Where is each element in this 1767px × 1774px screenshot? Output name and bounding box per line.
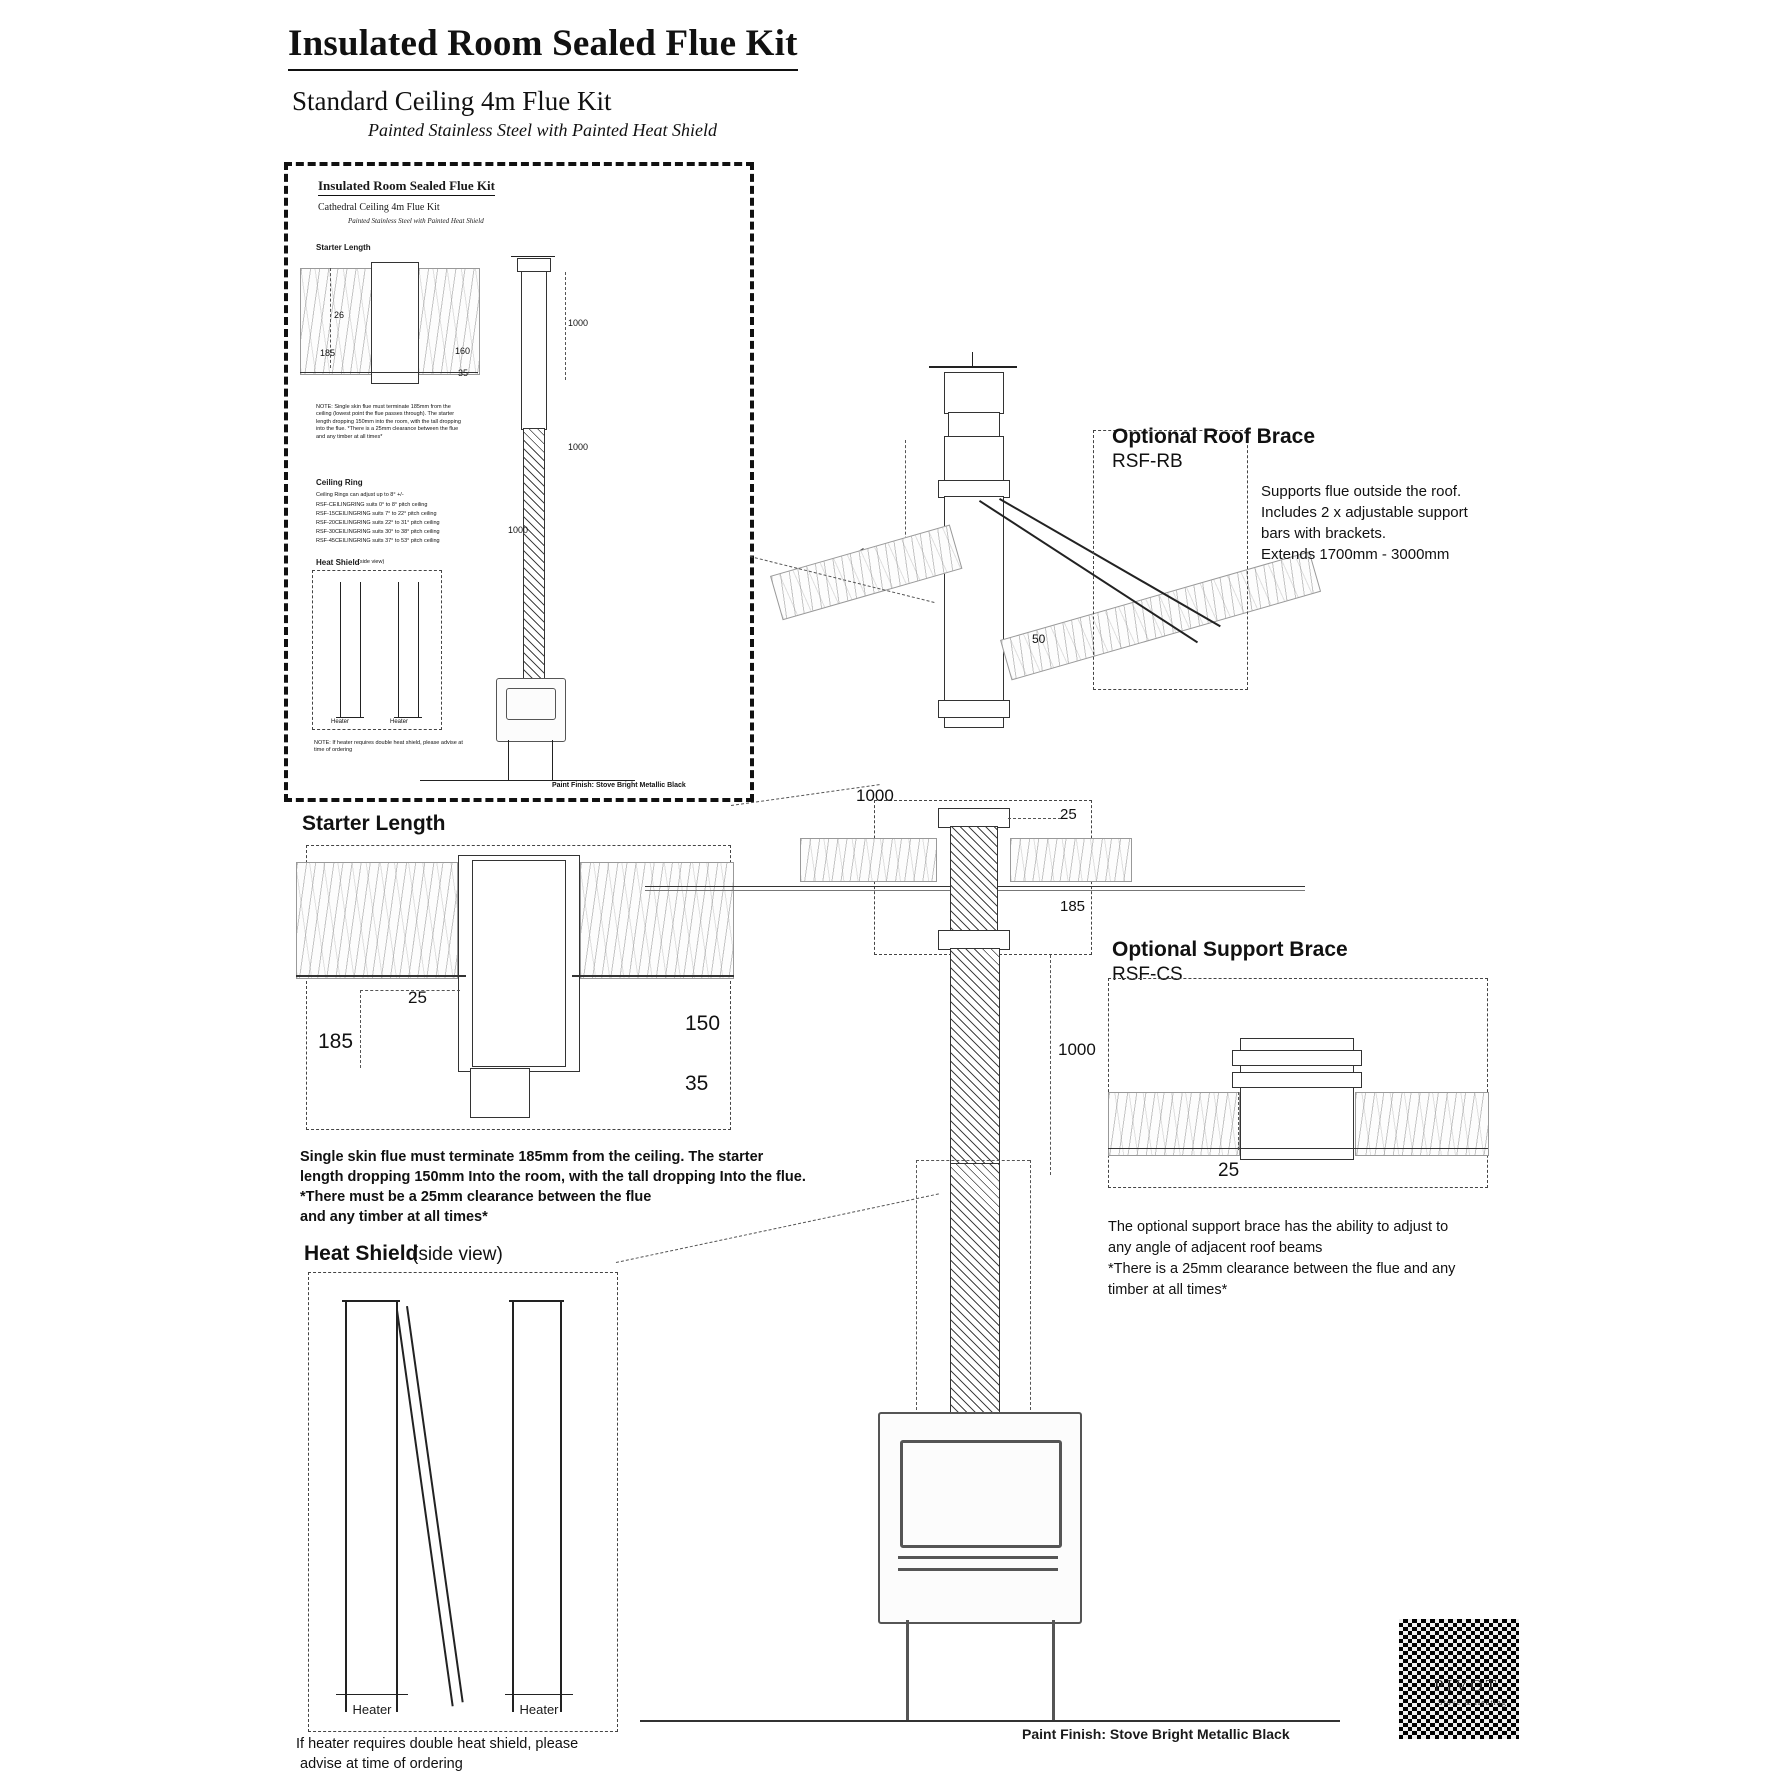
heat-shield-left-inner <box>396 1302 398 1712</box>
inset-ceiling-ring-heading: Ceiling Ring <box>316 478 363 487</box>
support-brace-desc-4: timber at all times* <box>1108 1282 1228 1298</box>
inset-note-heat-shield: NOTE: If heater requires double heat shield, please advise at time of ordering <box>314 740 463 754</box>
page-subtitle: Standard Ceiling 4m Flue Kit <box>292 86 612 116</box>
starter-note-line-2: length dropping 150mm Into the room, with the tall dropping Into the flue. <box>300 1169 806 1185</box>
inset-ceiling-ring-variant-4: RSF-45CEILINGRING suits 37° to 53° pitch ceiling <box>316 538 440 544</box>
heat-shield-right-outer <box>512 1302 514 1712</box>
support-brace-bracket-bottom <box>1232 1072 1362 1088</box>
support-brace-desc-1: The optional support brace has the ability to adjust to <box>1108 1219 1449 1235</box>
heat-shield-frame <box>308 1272 618 1732</box>
heat-shield-foot-right <box>505 1694 573 1695</box>
leader-heatshield-to-flue <box>616 1193 939 1263</box>
support-brace-heading-label: Optional Support Brace <box>1112 938 1348 961</box>
main-ceiling-timber-right <box>1010 838 1132 882</box>
inset-floor-line <box>420 780 635 781</box>
inset-note-starter: NOTE: Single skin flue must terminate 185mm from the ceiling (lowest point the flue passes through). The starter length dropping 150mm into the room, with the tall dropping into the flue. *There is a 25mm clearance between the flue and any timber at all times* <box>316 404 461 440</box>
starter-dim-35: 35 <box>685 1072 709 1095</box>
inset-ceiling-ring-variant-0: RSF-CEILINGRING suits 0° to 8° pitch ceiling <box>316 502 428 508</box>
inset-stove-leg-left <box>508 740 509 780</box>
roof-plane-left <box>770 524 962 620</box>
main-dim-185: 185 <box>1060 898 1086 915</box>
main-dim-25: 25 <box>1060 806 1077 823</box>
inset-paint-finish: Paint Finish: Stove Bright Metallic Black <box>552 782 686 789</box>
main-cap-collar <box>948 412 1000 438</box>
inset-heat-shield-box <box>312 570 442 730</box>
heat-shield-right-inner <box>560 1302 562 1712</box>
starter-dim-150: 150 <box>685 1012 721 1035</box>
inset-subtitle: Cathedral Ceiling 4m Flue Kit <box>318 202 440 213</box>
heat-shield-foot-left <box>336 1694 408 1695</box>
inset-starter-length-heading: Starter Length <box>316 243 371 252</box>
inset-dim-185: 185 <box>320 348 336 358</box>
inset-title: Insulated Room Sealed Flue Kit <box>318 178 495 196</box>
roof-brace-dim-50: 50 <box>1032 632 1046 646</box>
main-proj-top <box>916 1160 1030 1161</box>
heat-shield-note-line-2: advise at time of ordering <box>300 1756 463 1772</box>
support-brace-dim-25-line <box>1238 1092 1239 1150</box>
inset-dim-1000-low: 1000 <box>508 525 529 535</box>
support-brace-dim-25: 25 <box>1218 1160 1240 1181</box>
main-flue-joint-2 <box>938 700 1010 718</box>
starter-timber-right <box>580 862 734 979</box>
main-stove-leg-right <box>1052 1620 1055 1720</box>
starter-dim-185: 185 <box>318 1030 354 1053</box>
roof-brace-code: RSF-RB <box>1112 451 1183 472</box>
heat-shield-top-cap-right <box>509 1300 564 1302</box>
main-cap-spine <box>972 352 973 368</box>
support-brace-desc-3: *There is a 25mm clearance between the flue and any <box>1108 1261 1456 1277</box>
inset-stove-leg-right <box>552 740 553 780</box>
roof-brace-desc-2: Includes 2 x adjustable support <box>1261 504 1468 521</box>
support-brace-timber-right <box>1355 1092 1489 1156</box>
inset-hs-left-a <box>340 582 341 717</box>
main-cowl-top <box>929 366 1017 368</box>
roof-brace-desc-1: Supports flue outside the roof. <box>1261 483 1462 500</box>
inset-dim-35: 35 <box>458 368 469 378</box>
inset-dim-1000-mid: 1000 <box>568 442 589 452</box>
main-flue-collar-upper <box>938 808 1010 828</box>
main-floor-line <box>640 1720 1340 1722</box>
starter-timber-left <box>296 862 458 979</box>
main-stove-ash-lip-2 <box>898 1568 1058 1571</box>
heat-shield-heater-label-left: Heater <box>352 1702 392 1717</box>
inset-dim-1000-top: 1000 <box>568 318 589 328</box>
starter-dim-25: 25 <box>408 988 427 1007</box>
page-subtitle-material: Painted Stainless Steel with Painted Heat Shield <box>368 120 717 140</box>
main-ceiling-timber-left <box>800 838 937 882</box>
brand-logo: PIVOT <box>1434 1676 1500 1695</box>
support-brace-bracket-top <box>1232 1050 1362 1066</box>
inset-dim-26: 26 <box>334 310 345 320</box>
inset-subtitle-material: Painted Stainless Steel with Painted Heat Shield <box>348 217 484 225</box>
roof-brace-desc-3: bars with brackets. <box>1261 525 1387 542</box>
inset-ceiling-ring-variant-3: RSF-30CEILINGRING suits 30° to 38° pitch ceiling <box>316 529 440 535</box>
inset-heater-label-left: Heater <box>331 719 350 725</box>
main-flue-above-roof-2 <box>944 496 1004 728</box>
starter-dim-v-left <box>360 990 361 1068</box>
main-stove-door <box>900 1440 1062 1548</box>
inset-hs-left-b <box>360 582 361 717</box>
main-flue-in-room-2 <box>950 1163 1000 1415</box>
inset-note-ceiling-rings: Ceiling Rings can adjust up to 8° +/- <box>316 492 404 498</box>
roof-brace-desc-4: Extends 1700mm - 3000mm <box>1261 546 1450 563</box>
inset-ceiling-line <box>300 372 478 373</box>
heat-shield-heater-label-right: Heater <box>519 1702 559 1717</box>
starter-sleeve-inner <box>472 860 566 1067</box>
inset-hs-base-right <box>394 717 422 718</box>
heat-shield-note-line-1: If heater requires double heat shield, please <box>296 1736 579 1752</box>
heat-shield-left-outer <box>345 1302 347 1712</box>
main-flue-collar-lower <box>938 930 1010 950</box>
inset-starter-sleeve <box>371 262 419 384</box>
inset-heat-shield-heading: Heat Shield <box>316 558 360 567</box>
main-flue-in-room <box>950 948 1000 1165</box>
support-brace-desc-2: any angle of adjacent roof beams <box>1108 1240 1323 1256</box>
support-brace-ceiling-line <box>1108 1148 1488 1149</box>
paint-finish-label: Paint Finish: Stove Bright Metallic Black <box>1022 1726 1290 1742</box>
starter-ceiling-line-right <box>572 975 734 977</box>
inset-heat-shield-view: (side view) <box>358 559 385 565</box>
inset-hs-base-left <box>336 717 364 718</box>
inset-dim-160: 160 <box>455 346 471 356</box>
main-lower-dim-line <box>1050 955 1051 1175</box>
main-dim-25-leader <box>1008 818 1066 819</box>
starter-drop-collar <box>470 1068 530 1118</box>
starter-ceiling-line-left <box>296 975 466 977</box>
inset-timber-left <box>300 268 372 375</box>
heat-shield-heading: Heat Shield <box>304 1242 419 1265</box>
starter-note-line-1: Single skin flue must terminate 185mm from the ceiling. The starter <box>300 1149 764 1165</box>
inset-flue-upper <box>521 268 547 430</box>
starter-note-line-4: and any timber at all times* <box>300 1209 488 1225</box>
inset-dim-1000-line <box>565 272 566 380</box>
inset-flue-cap <box>517 258 551 272</box>
main-cap-body <box>944 372 1004 414</box>
page-title: Insulated Room Sealed Flue Kit <box>288 22 798 71</box>
starter-length-heading: Starter Length <box>302 812 446 835</box>
heat-shield-heading-view: (side view) <box>412 1244 503 1265</box>
inset-hs-right-b <box>418 582 419 717</box>
inset-ceiling-ring-variant-2: RSF-20CEILINGRING suits 22° to 31° pitch ceiling <box>316 520 440 526</box>
inset-stove-door <box>506 688 556 720</box>
inset-hs-right-a <box>398 582 399 717</box>
main-stove-leg-left <box>906 1620 909 1720</box>
brand-logo-subtitle: Stove & Heating <box>1438 1698 1507 1707</box>
heat-shield-top-cap-left <box>342 1300 400 1302</box>
main-stove-ash-lip <box>898 1556 1058 1559</box>
inset-cowl <box>511 256 555 257</box>
starter-note-line-3: *There must be a 25mm clearance between the flue <box>300 1189 652 1205</box>
support-brace-code: RSF-CS <box>1112 964 1183 985</box>
inset-heater-label-right: Heater <box>390 719 409 725</box>
main-dim-1000-bottom: 1000 <box>1058 1040 1096 1059</box>
main-right-proj-line <box>1030 1160 1031 1410</box>
main-dim-1000-mid: 1000 <box>856 786 894 805</box>
roof-brace-heading <box>1112 425 1315 473</box>
inset-timber-right <box>418 268 480 375</box>
main-flue-through-ceiling <box>950 826 998 938</box>
support-brace-timber-left <box>1108 1092 1240 1156</box>
inset-ceiling-ring-variant-1: RSF-15CEILINGRING suits 7° to 22° pitch ceiling <box>316 511 437 517</box>
roof-brace-heading-label: Optional Roof Brace <box>1112 425 1316 448</box>
inset-flue-mid <box>523 428 545 680</box>
